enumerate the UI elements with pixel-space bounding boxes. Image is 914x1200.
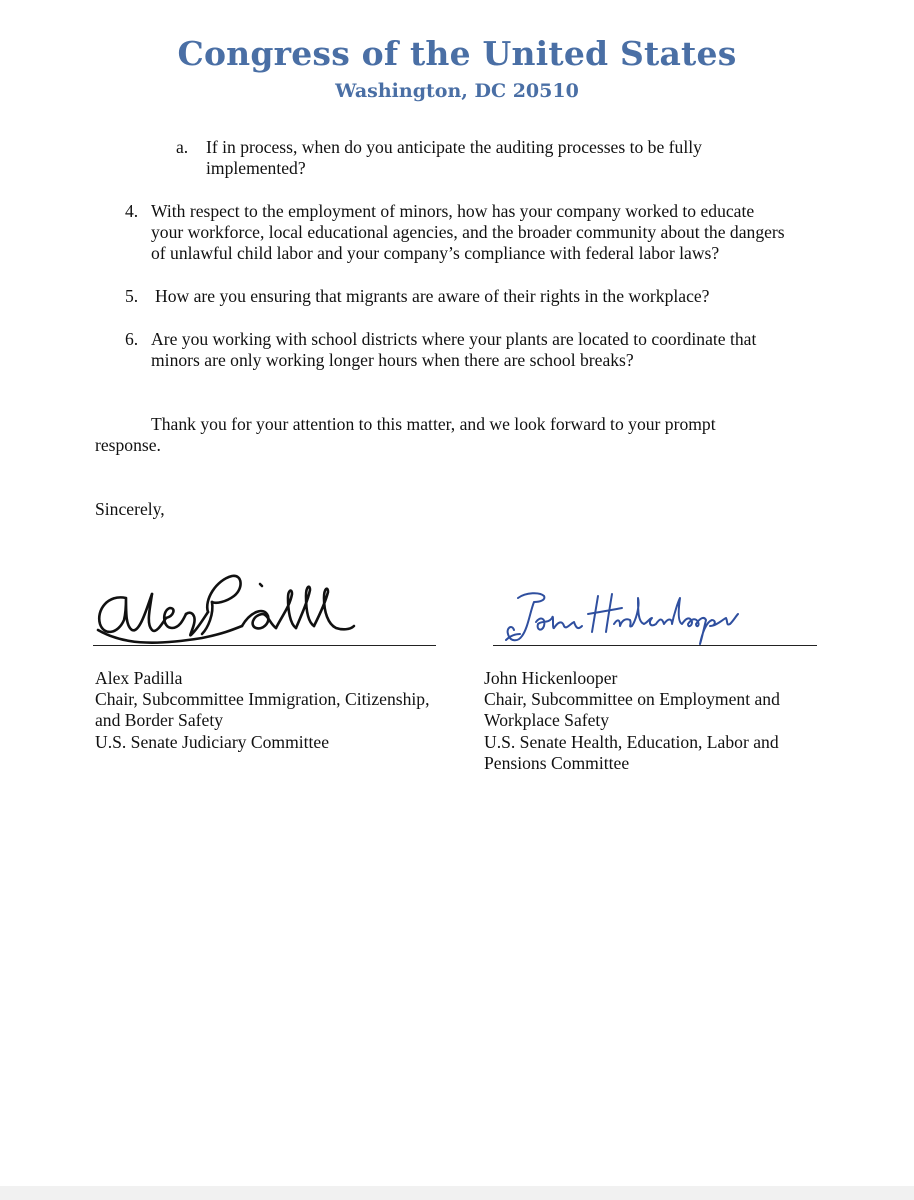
question-4-line-2: your workforce, local educational agencies, and the broader community about the dangers (151, 222, 785, 242)
signatory-1-name: Alex Padilla (95, 668, 183, 688)
signature-line-2 (493, 645, 817, 646)
question-5-marker: 5. (125, 286, 139, 306)
page-bottom-edge (0, 1186, 914, 1200)
sub-item-a-line-2: implemented? (206, 158, 306, 178)
salutation: Sincerely, (95, 499, 165, 519)
question-6-line-1: Are you working with school districts where your plants are located to coordinate that (151, 329, 757, 349)
signature-line-1 (93, 645, 436, 646)
sub-item-a-marker: a. (176, 137, 189, 157)
signatory-1-title-line-2: and Border Safety (95, 710, 224, 730)
signature-alex-padilla (92, 564, 362, 650)
question-4-line-3: of unlawful child labor and your company’s compliance with federal labor laws? (151, 243, 720, 263)
sub-item-a-line-1: If in process, when do you anticipate the auditing processes to be fully (206, 137, 702, 157)
signatory-2-name: John Hickenlooper (484, 668, 618, 688)
question-6-line-2: minors are only working longer hours when there are school breaks? (151, 350, 634, 370)
signatory-2-title-line-4: Pensions Committee (484, 753, 630, 773)
question-6-marker: 6. (125, 329, 139, 349)
letterhead-title: Congress of the United States (177, 34, 737, 73)
closing-paragraph-line-2: response. (95, 435, 161, 455)
signatory-2-title-line-2: Workplace Safety (484, 710, 610, 730)
signatory-1-title-line-3: U.S. Senate Judiciary Committee (95, 732, 330, 752)
closing-paragraph-line-1: Thank you for your attention to this matter, and we look forward to your prompt (151, 414, 716, 434)
signatory-1-title-line-1: Chair, Subcommittee Immigration, Citizenship, (95, 689, 430, 709)
question-4-line-1: With respect to the employment of minors, how has your company worked to educate (151, 201, 755, 221)
signatory-2-title-line-1: Chair, Subcommittee on Employment and (484, 689, 780, 709)
signature-john-hickenlooper (500, 584, 740, 650)
letterhead-address: Washington, DC 20510 (335, 80, 579, 102)
question-4-marker: 4. (125, 201, 139, 221)
question-5-line-1: How are you ensuring that migrants are aware of their rights in the workplace? (155, 286, 710, 306)
signatory-2-title-line-3: U.S. Senate Health, Education, Labor and (484, 732, 779, 752)
